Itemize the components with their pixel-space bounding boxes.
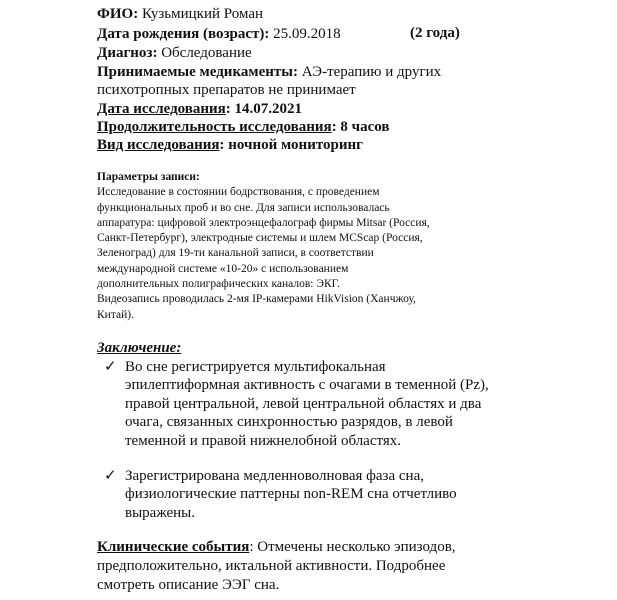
conclusion-item-text: Во сне регистрируется мультифокальная эпилептиформная активность с очагами в теменной (Pz), правой центральной, левой центральной областях и два очага, связанных синхронностью разрядов, в левой теменной и правой нижнелобной областях. xyxy=(125,359,489,449)
checkmark-icon: ✓ xyxy=(104,359,117,375)
params-line: Видеозапись проводилась 2-мя IP-камерами HikVision (Ханчжоу, xyxy=(97,293,416,306)
recording-parameters xyxy=(97,170,527,323)
params-line: аппаратура: цифровой электроэнцефалограф фирмы Mitsar (Россия, xyxy=(97,216,430,229)
study-duration-row xyxy=(97,118,390,137)
params-line: Зеленоград) для 19-ти канальной записи, в соответствии xyxy=(97,247,374,260)
conclusion-title: Заключение: xyxy=(97,340,182,356)
fio-label: ФИО: xyxy=(97,6,139,22)
params-line: Китай). xyxy=(97,308,134,321)
clinical-events xyxy=(97,538,497,595)
patient-name-row xyxy=(97,5,263,24)
params-title: Параметры записи: xyxy=(97,171,200,183)
study-type-label: Вид исследования xyxy=(97,137,220,153)
study-date-row xyxy=(97,100,302,119)
fio-value: Кузьмицкий Роман xyxy=(138,6,264,22)
diagnosis-value: Обследование xyxy=(157,45,252,61)
conclusion-item xyxy=(104,358,504,450)
diagnosis-row xyxy=(97,44,252,63)
birth-date-row xyxy=(97,25,341,44)
medications-value-cont: психотропных препаратов не принимает xyxy=(97,82,356,98)
study-duration-value: : 8 часов xyxy=(331,119,390,135)
dob-label: Дата рождения (возраст): xyxy=(97,26,270,42)
params-line: Санкт-Петербург), электродные системы и шлем MCScap (Россия, xyxy=(97,232,423,245)
params-line: дополнительных полиграфических каналов: ЭКГ. xyxy=(97,278,340,291)
medications-label: Принимаемые медикаменты: xyxy=(97,64,298,80)
dob-value: 25.09.2018 xyxy=(269,26,341,42)
medications-row-cont xyxy=(97,81,356,100)
clinical-events-text: : Отмечены несколько эпизодов, предположительно, иктальной активности. Подробнее смотреть описание ЭЭГ сна. xyxy=(97,539,456,593)
params-line: международной системе «10-20» с использованием xyxy=(97,262,349,275)
checkmark-icon: ✓ xyxy=(104,468,117,484)
params-line: Исследование в состоянии бодрствования, с проведением xyxy=(97,186,380,199)
params-line: функциональных проб и во сне. Для записи использовалась xyxy=(97,201,390,214)
clinical-events-label: Клинические события xyxy=(97,539,250,555)
study-duration-label: Продолжительность исследования xyxy=(97,119,332,135)
study-date-label: Дата исследования xyxy=(97,101,226,117)
medications-value: АЭ-терапию и других xyxy=(297,64,442,80)
study-date-value: : 14.07.2021 xyxy=(225,101,303,117)
medications-row xyxy=(97,63,441,82)
study-type-row xyxy=(97,136,363,155)
study-type-value: : ночной мониторинг xyxy=(219,137,363,153)
conclusion-item xyxy=(104,467,504,522)
diagnosis-label: Диагноз: xyxy=(97,45,158,61)
age-value: (2 года) xyxy=(410,25,460,41)
conclusion-item-text: Зарегистрирована медленноволновая фаза сна, физиологические паттерны non-REM сна отчетливо выражены. xyxy=(125,468,457,521)
